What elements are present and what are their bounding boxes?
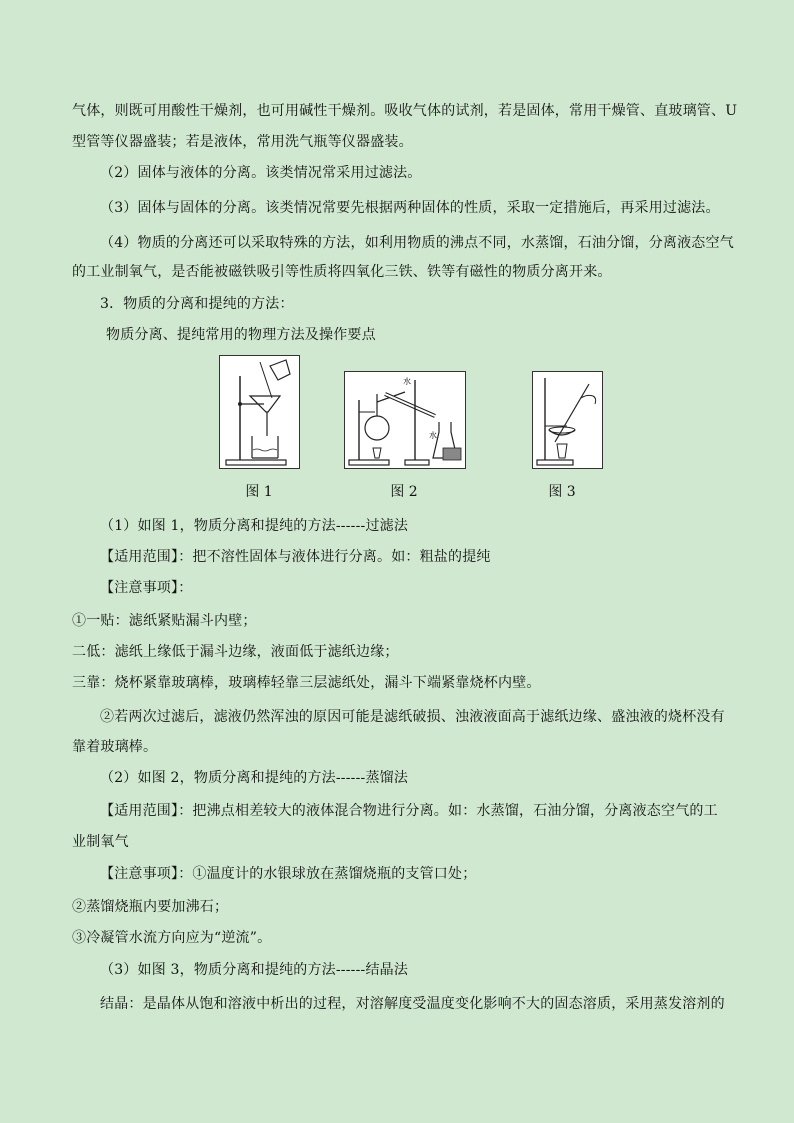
paragraph-line: （2）固体与液体的分离。该类情况常采用过滤法。	[100, 165, 422, 181]
paragraph-line: 【适用范围】：把不溶性固体与液体进行分离。如：粗盐的提纯	[100, 549, 491, 565]
paragraph-line: ①一贴：滤纸紧贴漏斗内壁；	[72, 613, 257, 629]
paragraph-line: 三靠：烧杯紧靠玻璃棒，玻璃棒轻靠三层滤纸处，漏斗下端紧靠烧杯内壁。	[72, 675, 541, 691]
figure-2-caption: 图 2	[390, 484, 418, 500]
evaporation-apparatus-icon	[533, 372, 602, 468]
paragraph-line: ③冷凝管水流方向应为“逆流”。	[72, 930, 272, 946]
figure-1-filtration	[219, 355, 300, 469]
paragraph-line: （3）如图 3，物质分离和提纯的方法------结晶法	[100, 962, 409, 978]
water-out-label: 水	[429, 431, 437, 440]
distillation-apparatus-icon	[345, 372, 465, 468]
figure-3-evaporation	[532, 371, 603, 469]
paragraph-line: 靠着玻璃棒。	[72, 739, 158, 755]
paragraph-line: 结晶：是晶体从饱和溶液中析出的过程，对溶解度受温度变化影响不大的固态溶质，采用蒸发溶剂的	[100, 996, 725, 1012]
paragraph-line: 【注意事项】：	[100, 580, 193, 596]
paragraph-line: 业制氧气	[72, 834, 129, 850]
paragraph-line: 的工业制氧气，是否能被磁铁吸引等性质将四氧化三铁、铁等有磁性的物质分离开来。	[72, 264, 612, 280]
water-in-label: 水	[403, 377, 411, 386]
figure-3-caption: 图 3	[548, 484, 576, 500]
figure-1-caption: 图 1	[245, 484, 273, 500]
section-subtitle: 物质分离、提纯常用的物理方法及操作要点	[106, 327, 376, 343]
paragraph-line: 【适用范围】：把沸点相差较大的液体混合物进行分离。如：水蒸馏，石油分馏，分离液态空气的工	[100, 803, 718, 819]
paragraph-line: （1）如图 1，物质分离和提纯的方法------过滤法	[100, 518, 409, 534]
paragraph-line: （3）固体与固体的分离。该类情况常要先根据两种固体的性质，采取一定措施后，再采用过滤法。	[100, 200, 720, 216]
paragraph-line: 气体，则既可用酸性干燥剂，也可用碱性干燥剂。吸收气体的试剂，若是固体，常用干燥管、直玻璃管、U	[72, 103, 738, 119]
filtration-apparatus-icon	[220, 356, 299, 468]
paragraph-line: ②蒸馏烧瓶内要加沸石；	[72, 899, 229, 915]
paragraph-line: （2）如图 2，物质分离和提纯的方法------蒸馏法	[100, 770, 409, 786]
section-heading: 3．物质的分离和提纯的方法：	[100, 296, 294, 312]
paragraph-line: 型管等仪器盛装；若是液体，常用洗气瓶等仪器盛装。	[72, 134, 413, 150]
paragraph-line: （4）物质的分离还可以采取特殊的方法，如利用物质的沸点不同，水蒸馏，石油分馏，分离液态空气	[100, 235, 734, 251]
paragraph-line: ②若两次过滤后，滤液仍然浑浊的原因可能是滤纸破损、浊液液面高于滤纸边缘、盛浊液的烧杯没有	[100, 709, 725, 725]
paragraph-line: 【注意事项】：①温度计的水银球放在蒸馏烧瓶的支管口处；	[100, 866, 477, 882]
figure-2-distillation	[344, 371, 466, 469]
paragraph-line: 二低：滤纸上缘低于漏斗边缘，液面低于滤纸边缘；	[72, 644, 399, 660]
